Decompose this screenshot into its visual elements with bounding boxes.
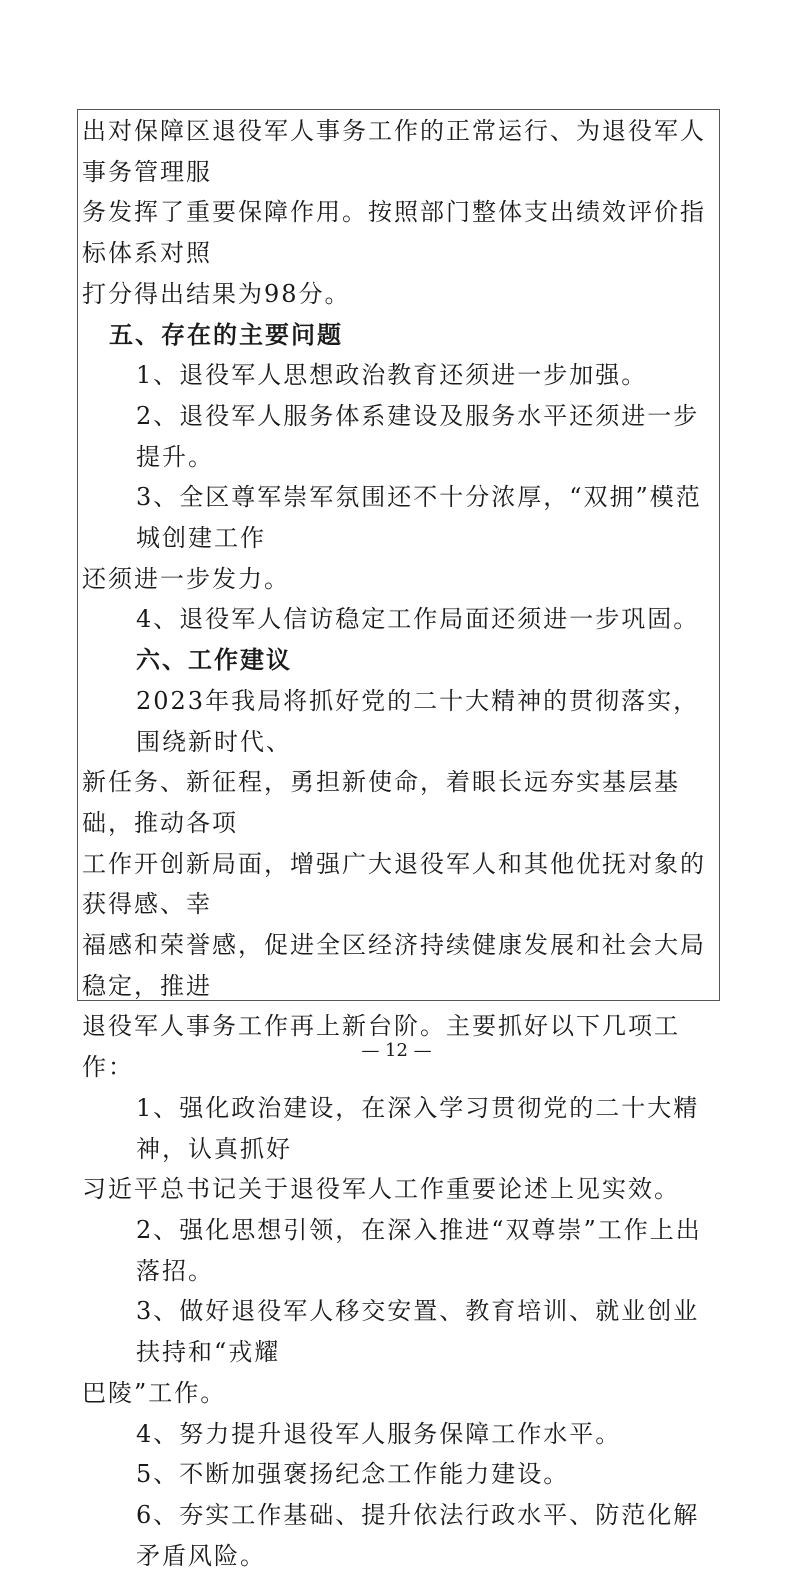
text-line: 新任务、新征程，勇担新使命，着眼长远夯实基层基础，推动各项: [82, 768, 680, 837]
section-heading: 六、工作建议: [136, 645, 292, 675]
text-line: 4、努力提升退役军人服务保障工作水平。: [136, 1419, 622, 1448]
text-line: 工作开创新局面，增强广大退役军人和其他优抚对象的获得感、幸: [82, 849, 706, 919]
text-line: 2、强化思想引领，在深入推进“双尊崇”工作上出落招。: [136, 1215, 702, 1285]
section-heading: 五、存在的主要问题: [109, 319, 343, 349]
text-line: 打分得出结果为98分。: [82, 279, 351, 308]
text-line: 务发挥了重要保障作用。按照部门整体支出绩效评价指标体系对照: [82, 198, 706, 268]
text-line: 1、强化政治建设，在深入学习贯彻党的二十大精神，认真抓好: [136, 1093, 700, 1163]
text-line: 3、做好退役军人移交安置、教育培训、就业创业扶持和“戎耀: [136, 1297, 700, 1367]
text-line: 还须进一步发力。: [82, 564, 290, 593]
text-line: 2023年我局将抓好党的二十大精神的贯彻落实，围绕新时代、: [136, 686, 700, 756]
text-line: 2、退役军人服务体系建设及服务水平还须进一步提升。: [136, 401, 700, 471]
document-body: [82, 111, 714, 1576]
text-line: 1、退役军人思想政治教育还须进一步加强。: [136, 361, 648, 390]
text-line: 退役军人事务工作再上新台阶。主要抓好以下几项工作：: [82, 1012, 680, 1082]
text-line: 出对保障区退役军人事务工作的正常运行、为退役军人事务管理服: [82, 117, 706, 186]
text-line: 5、不断加强褒扬纪念工作能力建设。: [136, 1460, 570, 1489]
text-line: 4、退役军人信访稳定工作局面还须进一步巩固。: [136, 605, 700, 634]
text-line: 巴陵”工作。: [82, 1378, 227, 1407]
text-line: 3、全区尊军崇军氛围还不十分浓厚，“双拥”模范城创建工作: [136, 483, 702, 553]
page-number: — 12 —: [361, 1040, 432, 1061]
text-line: 6、夯实工作基础、提升依法行政水平、防范化解矛盾风险。: [136, 1500, 700, 1570]
text-line: 福感和荣誉感，促进全区经济持续健康发展和社会大局稳定，推进: [82, 931, 706, 1000]
text-line: 习近平总书记关于退役军人工作重要论述上见实效。: [82, 1175, 680, 1204]
